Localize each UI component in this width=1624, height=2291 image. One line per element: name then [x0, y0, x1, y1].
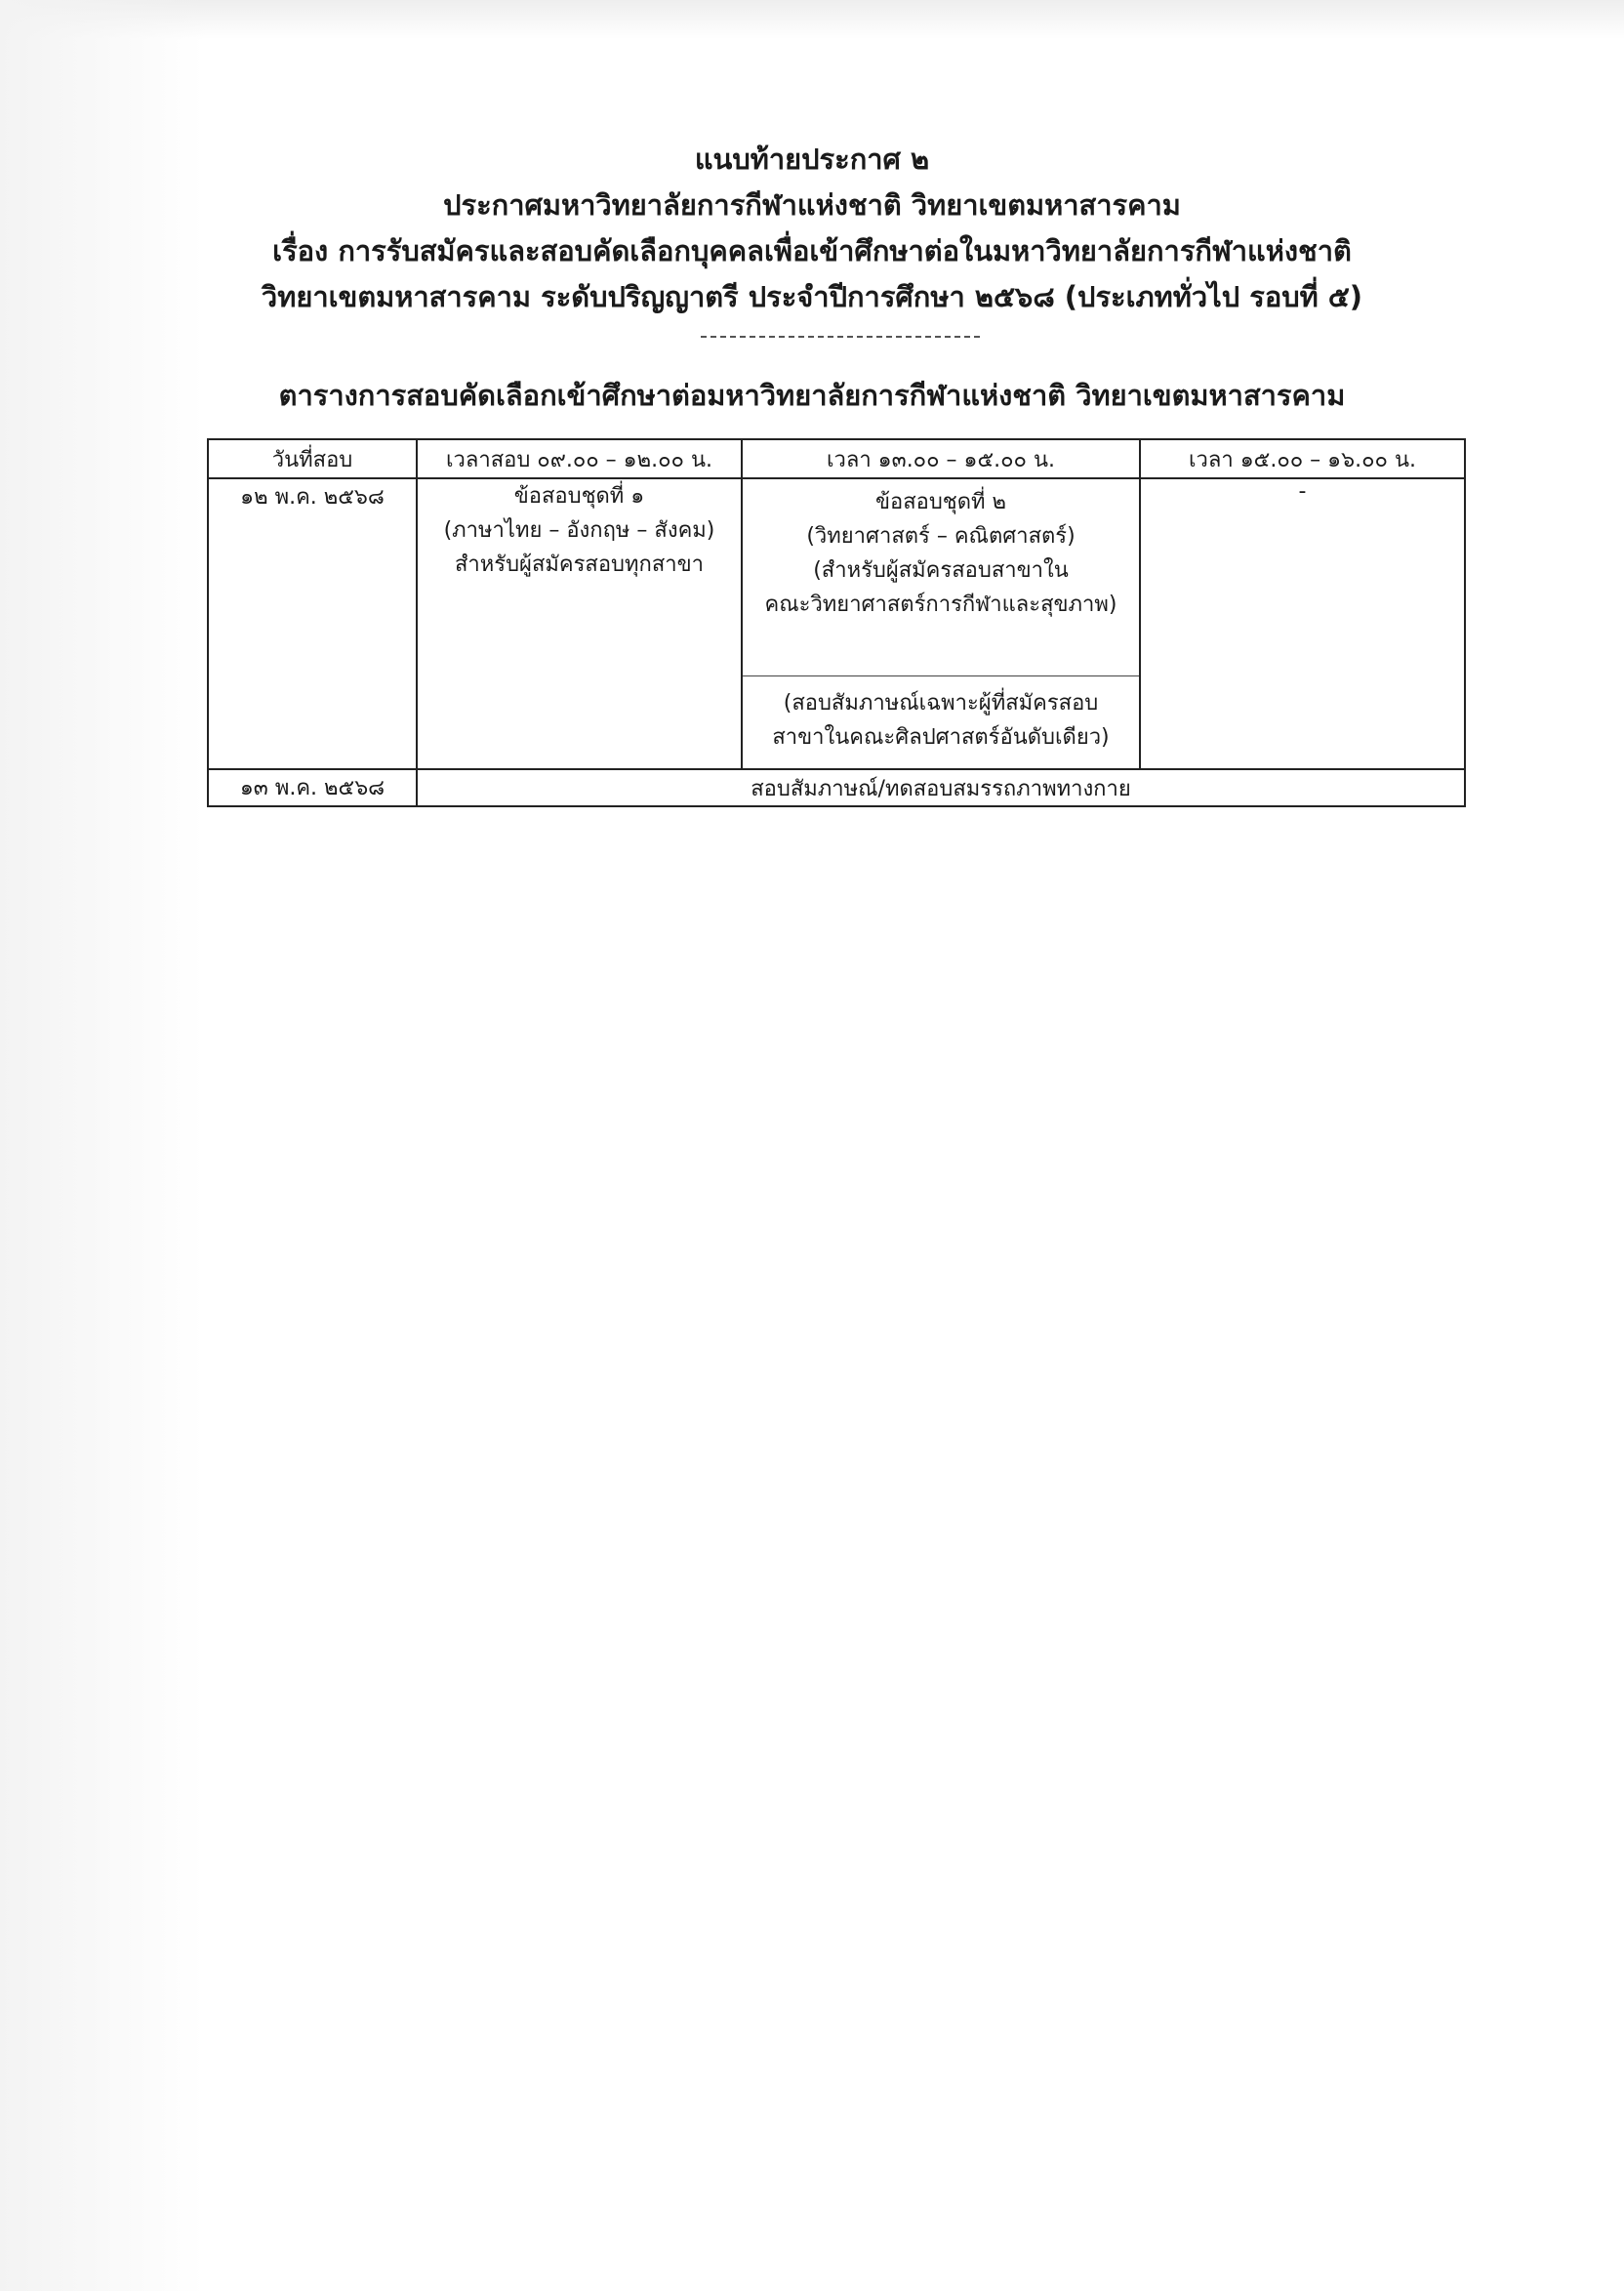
interview-note-line-2: สาขาในคณะศิลปศาสตร์อันดับเดียว) — [772, 725, 1110, 750]
table-row — [208, 478, 1465, 769]
exam-date-cell: ๑๓ พ.ค. ๒๕๖๘ — [208, 769, 417, 806]
interview-note-line-1: (สอบสัมภาษณ์เฉพาะผู้ที่สมัครสอบ — [783, 691, 1099, 716]
exam-set-2-subjects: (วิทยาศาสตร์ – คณิตศาสตร์) — [806, 524, 1076, 549]
exam-set-2-title: ข้อสอบชุดที่ ๒ — [874, 490, 1007, 514]
header-exam-date: วันที่สอบ — [208, 439, 417, 478]
header-time-late: เวลา ๑๕.๐๐ – ๑๖.๐๐ น. — [1140, 439, 1465, 478]
table-header-row — [208, 439, 1465, 478]
dashed-divider — [701, 336, 980, 338]
exam-schedule-table — [207, 438, 1466, 807]
exam-set-2-audience-line-1: (สำหรับผู้สมัครสอบสาขาใน — [813, 558, 1069, 583]
header-line-1: แนบท้ายประกาศ ๒ — [694, 143, 930, 176]
morning-exam-cell — [417, 478, 742, 769]
header-time-morning: เวลาสอบ ๐๙.๐๐ – ๑๒.๐๐ น. — [417, 439, 742, 478]
exam-set-1-title: ข้อสอบชุดที่ ๑ — [513, 484, 645, 509]
header-line-3: เรื่อง การรับสมัครและสอบคัดเลือกบุคคลเพื่อเข้าศึกษาต่อในมหาวิทยาลัยการกีฬาแห่งชาติ — [272, 234, 1352, 267]
scan-shadow-top — [0, 0, 1624, 39]
table-title: ตารางการสอบคัดเลือกเข้าศึกษาต่อมหาวิทยาลัยการกีฬาแห่งชาติ วิทยาเขตมหาสารคาม — [278, 379, 1346, 412]
table-row — [208, 769, 1465, 806]
exam-set-1-audience: สำหรับผู้สมัครสอบทุกสาขา — [454, 552, 705, 577]
announcement-header — [0, 137, 1624, 320]
header-line-4: วิทยาเขตมหาสารคาม ระดับปริญญาตรี ประจำปีการศึกษา ๒๕๖๘ (ประเภททั่วไป รอบที่ ๕) — [261, 280, 1363, 313]
scan-shadow-left — [0, 0, 205, 2291]
exam-date-cell: ๑๒ พ.ค. ๒๕๖๘ — [208, 478, 417, 769]
afternoon-exam-cell — [742, 478, 1140, 769]
header-line-2: ประกาศมหาวิทยาลัยการกีฬาแห่งชาติ วิทยาเขตมหาสารคาม — [443, 188, 1181, 222]
header-time-afternoon: เวลา ๑๓.๐๐ – ๑๕.๐๐ น. — [742, 439, 1140, 478]
exam-set-2-audience-line-2: คณะวิทยาศาสตร์การกีฬาและสุขภาพ) — [764, 593, 1117, 617]
exam-set-1-subjects: (ภาษาไทย – อังกฤษ – สังคม) — [443, 518, 715, 543]
exam-set-2-block — [743, 479, 1139, 676]
late-slot-cell: - — [1140, 478, 1465, 769]
interview-fitness-cell: สอบสัมภาษณ์/ทดสอบสมรรถภาพทางกาย — [417, 769, 1465, 806]
interview-note-block — [743, 676, 1139, 755]
